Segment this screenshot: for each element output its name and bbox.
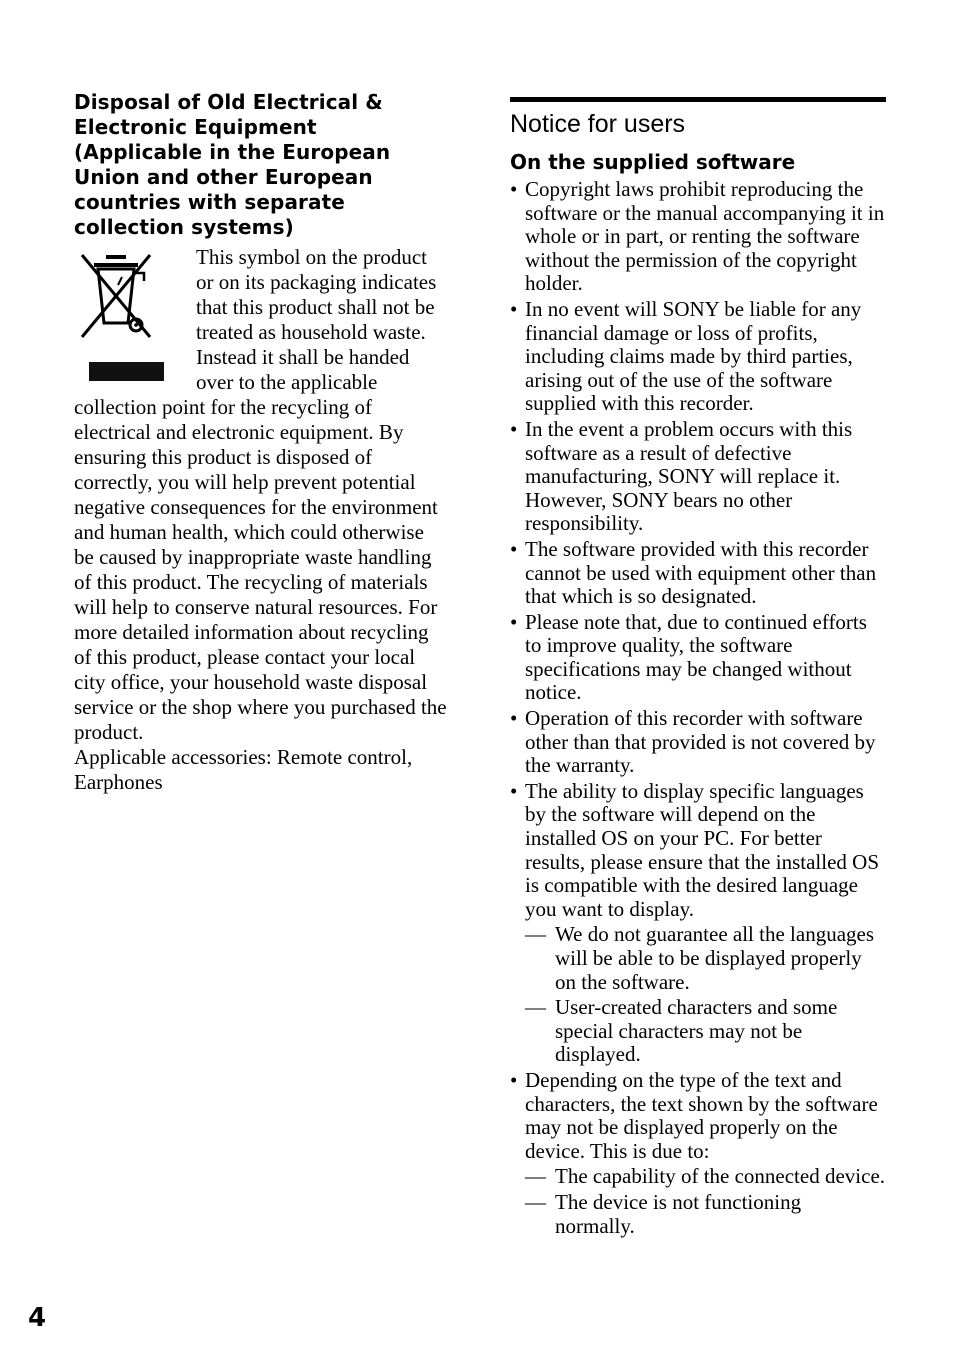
sub-list-item-text: We do not guarantee all the languages will be able to be displayed properly on the software. [555,922,875,994]
list-item [510,707,886,778]
list-item [510,298,886,416]
supplied-software-heading: On the supplied software [510,150,796,174]
list-item [510,611,886,705]
disposal-heading: Disposal of Old Electrical & Electronic Equipment (Applicable in the European Union and other European countries with separate collection systems) [74,90,391,239]
bullet-icon: • [510,296,518,321]
sub-list-item-text: User-created characters and some special characters may not be displayed. [555,995,838,1067]
list-item [510,538,886,609]
notice-section [510,97,886,1240]
list-item-text: Operation of this recorder with software other than that provided is not covered by the warranty. [525,706,876,778]
list-item-text: The ability to display specific languages by the software will depend on the installed OS on your PC. For better results, please ensure that the installed OS is compatible with the desired language you want to display. [525,778,879,921]
dash-icon: — [525,1189,546,1214]
list-item-text: In no event will SONY be liable for any financial damage or loss of profits, including claims made by third parties, arising out of the use of the software supplied with this recorder. [525,296,862,416]
notice-bullet-list [510,178,886,1238]
sub-list-item [525,1191,886,1238]
sub-list-item [525,1165,886,1189]
sub-list [525,923,886,1067]
sub-list-item [525,996,886,1067]
weee-black-bar [89,362,164,381]
list-item-text: Copyright laws prohibit reproducing the software or the manual accompanying it in whole or in part, or renting the software without the permission of the copyright holder. [525,177,885,296]
heading-rule [510,97,886,102]
crossed-out-wheelie-bin-icon [74,245,184,395]
bullet-icon: • [510,1067,518,1092]
list-item-text: Depending on the type of the text and characters, the text shown by the software may not be displayed properly on the device. This is due to: [525,1067,878,1163]
sub-list-item [525,923,886,994]
list-item [510,178,886,296]
dash-icon: — [525,922,546,947]
sub-list-item-text: The capability of the connected device. [555,1164,886,1189]
list-item [510,1069,886,1238]
bullet-icon: • [510,778,518,803]
bullet-icon: • [510,536,518,561]
sub-list-item-text: The device is not functioning normally. [555,1189,802,1238]
page-number: 4 [28,1303,47,1333]
applicable-accessories: Applicable accessories: Remote control, Earphones [74,745,413,794]
dash-icon: — [525,1164,546,1189]
list-item-text: Please note that, due to continued efforts to improve quality, the software specifications may be changed without notice. [525,609,867,705]
bullet-icon: • [510,177,518,201]
notice-title: Notice for users [510,110,686,138]
bullet-icon: • [510,609,518,634]
list-item-text: In the event a problem occurs with this software as a result of defective manufacturing, SONY will replace it. However, SONY bears no other responsibility. [525,416,853,536]
list-item-text: The software provided with this recorder cannot be used with equipment other than that which is so designated. [525,536,877,609]
dash-icon: — [525,995,546,1020]
disposal-paragraph: This symbol on the product or on its packaging indicates that this product shall not be treated as household waste. Instead it shall be handed over to the applicable collection point for the recycling of electrical and electronic equipment. By ensuring this product is disposed of correctly, you will help prevent potential negative consequences for the environment and human health, which could otherwise be caused by inappropriate waste handling of this product. The recycling of materials will help to conserve natural resources. For more detailed information about recycling of this product, please contact your local city office, your household waste disposal service or the shop where you purchased the product. [74,245,447,744]
list-item [510,418,886,536]
disposal-section [74,90,448,795]
sub-list [525,1165,886,1238]
bullet-icon: • [510,416,518,441]
list-item [510,780,886,1067]
bullet-icon: • [510,706,518,731]
